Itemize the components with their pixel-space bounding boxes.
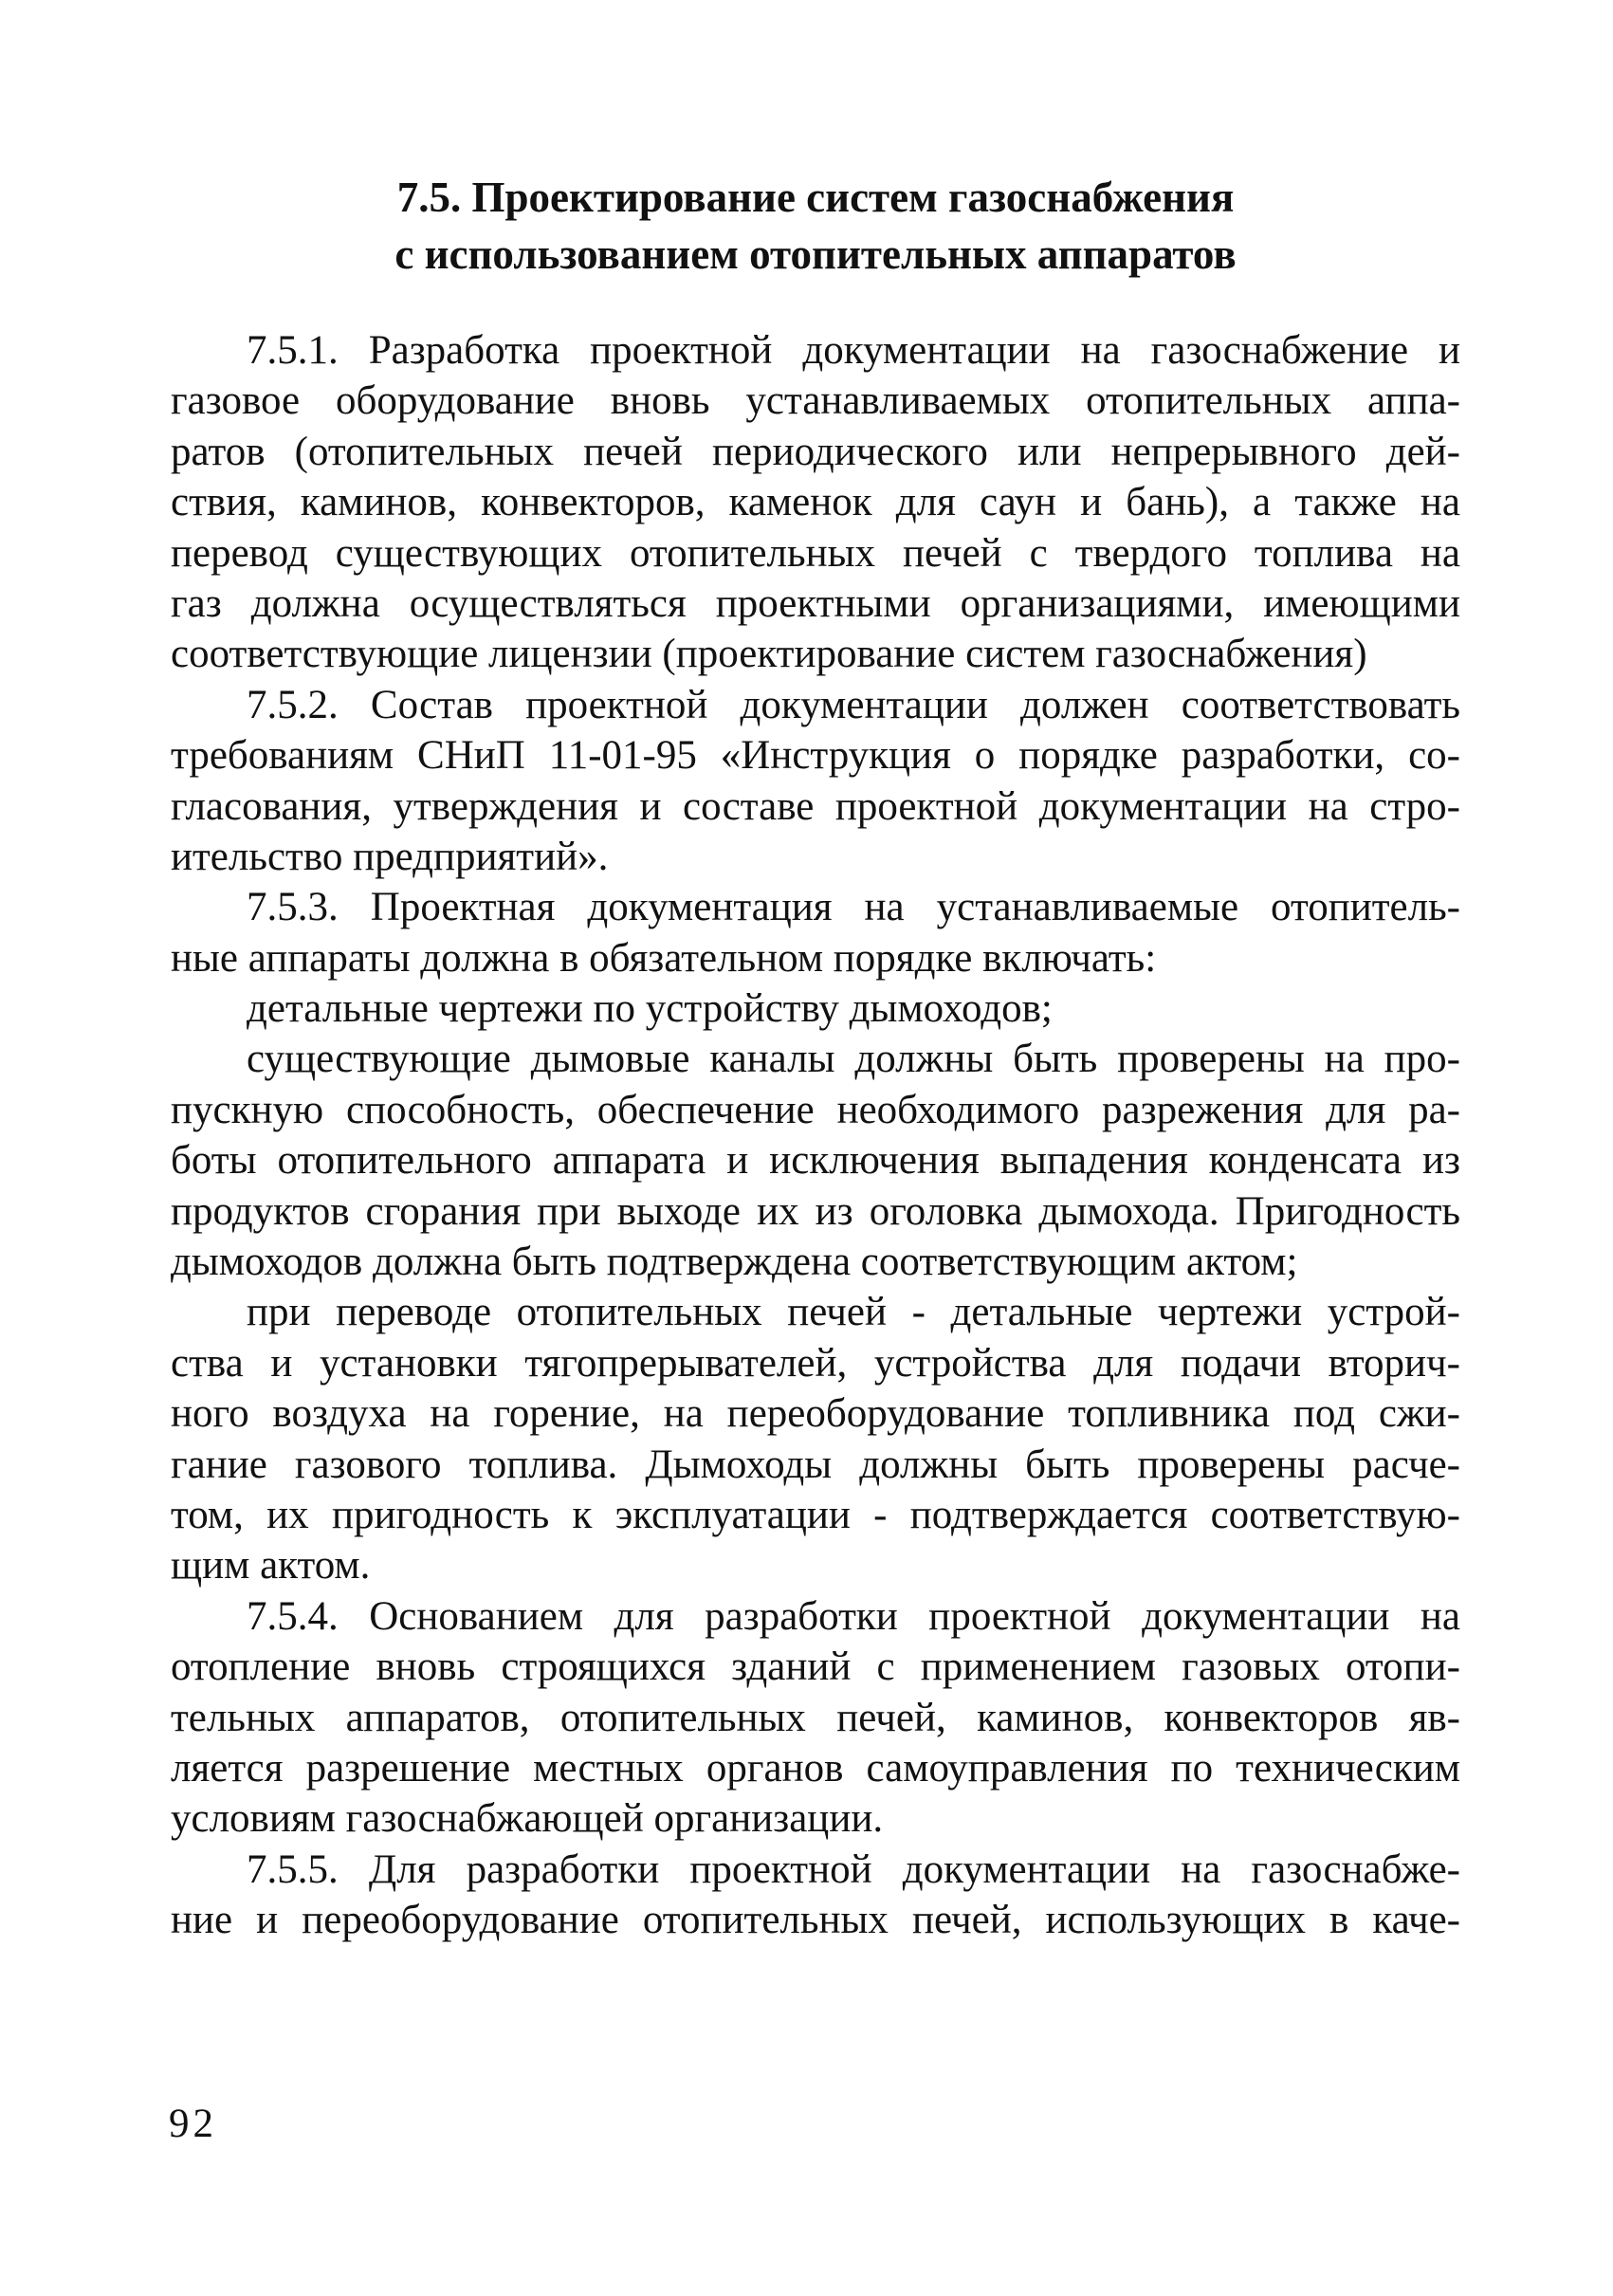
paragraph-smoke-channels [171, 1034, 1460, 1287]
body-text [171, 325, 1460, 1946]
section-heading-line-2: с использованием отопительных аппаратов [394, 230, 1237, 278]
page-number: 92 [169, 2102, 217, 2146]
text-line: 7.5.1. Разработка проектной документации на газоснабжение и [247, 328, 1460, 373]
text-line: перевод существующих отопительных печей с твердого топлива на [171, 530, 1460, 576]
paragraph-7-5-5 [171, 1845, 1460, 1946]
paragraph-7-5-1 [171, 325, 1460, 680]
paragraph-7-5-3 [171, 882, 1460, 983]
text-line: 7.5.5. Для разработки проектной документации на газоснабже- [247, 1846, 1460, 1892]
text-line: боты отопительного аппарата и исключения выпадения конденсата из [171, 1138, 1460, 1184]
text-line: ратов (отопительных печей периодического или непрерывного дей- [171, 429, 1460, 474]
text-line: щим актом. [171, 1543, 371, 1589]
paragraph-7-5-4 [171, 1591, 1460, 1845]
text-line: соответствующие лицензии (проектирование систем газоснабжения) [171, 632, 1367, 677]
text-line: ительство предприятий». [171, 834, 609, 879]
text-line: дымоходов должна быть подтверждена соответствующим актом; [171, 1240, 1298, 1285]
text-line: требованиям СНиП 11-01-95 «Инструкция о порядке разработки, со- [171, 733, 1460, 779]
text-line: ляется разрешение местных органов самоуправления по техническим [171, 1745, 1460, 1791]
section-heading-line-1: 7.5. Проектирование систем газоснабжения [396, 174, 1235, 221]
paragraph-7-5-2 [171, 680, 1460, 883]
text-line: газовое оборудование вновь устанавливаемых отопительных аппа- [171, 378, 1460, 424]
text-line: ствия, каминов, конвекторов, каменок для саун и бань), а также на [171, 480, 1460, 525]
text-line: 7.5.3. Проектная документация на устанавливаемые отопитель- [247, 885, 1460, 930]
text-line: пускную способность, обеспечение необходимого разрежения для ра- [171, 1087, 1460, 1132]
text-line: гание газового топлива. Дымоходы должны быть проверены расче- [171, 1442, 1460, 1487]
text-line: продуктов сгорания при выходе их из оголовка дымохода. Пригодность [171, 1188, 1460, 1234]
text-line: 7.5.2. Состав проектной документации должен соответствовать [247, 682, 1460, 727]
text-line: ства и установки тягопрерывателей, устройства для подачи вторич- [171, 1340, 1460, 1386]
text-line: детальные чертежи по устройству дымоходов; [247, 986, 1053, 1032]
text-line: ные аппараты должна в обязательном порядке включать: [171, 935, 1157, 981]
text-line: при переводе отопительных печей - детальные чертежи устрой- [247, 1290, 1460, 1335]
text-line: гласования, утверждения и составе проектной документации на стро- [171, 783, 1460, 829]
paragraph-stove-conversion [171, 1287, 1460, 1590]
paragraph-drawings [171, 983, 1460, 1034]
text-line: существующие дымовые каналы должны быть проверены на про- [247, 1037, 1460, 1082]
text-line: отопление вновь строящихся зданий с применением газовых отопи- [171, 1644, 1460, 1690]
text-line: тельных аппаратов, отопительных печей, каминов, конвекторов яв- [171, 1695, 1460, 1740]
text-line: ного воздуха на горение, на переоборудование топливника под сжи- [171, 1391, 1460, 1437]
text-line: том, их пригодность к эксплуатации - подтверждается соответствую- [171, 1492, 1460, 1537]
text-line: 7.5.4. Основанием для разработки проектной документации на [247, 1593, 1460, 1639]
section-heading [171, 169, 1460, 283]
text-line: газ должна осуществляться проектными организациями, имеющими [171, 580, 1460, 626]
text-line: условиям газоснабжающей организации. [171, 1796, 884, 1842]
text-line: ние и переоборудование отопительных печей, использующих в каче- [171, 1898, 1460, 1943]
